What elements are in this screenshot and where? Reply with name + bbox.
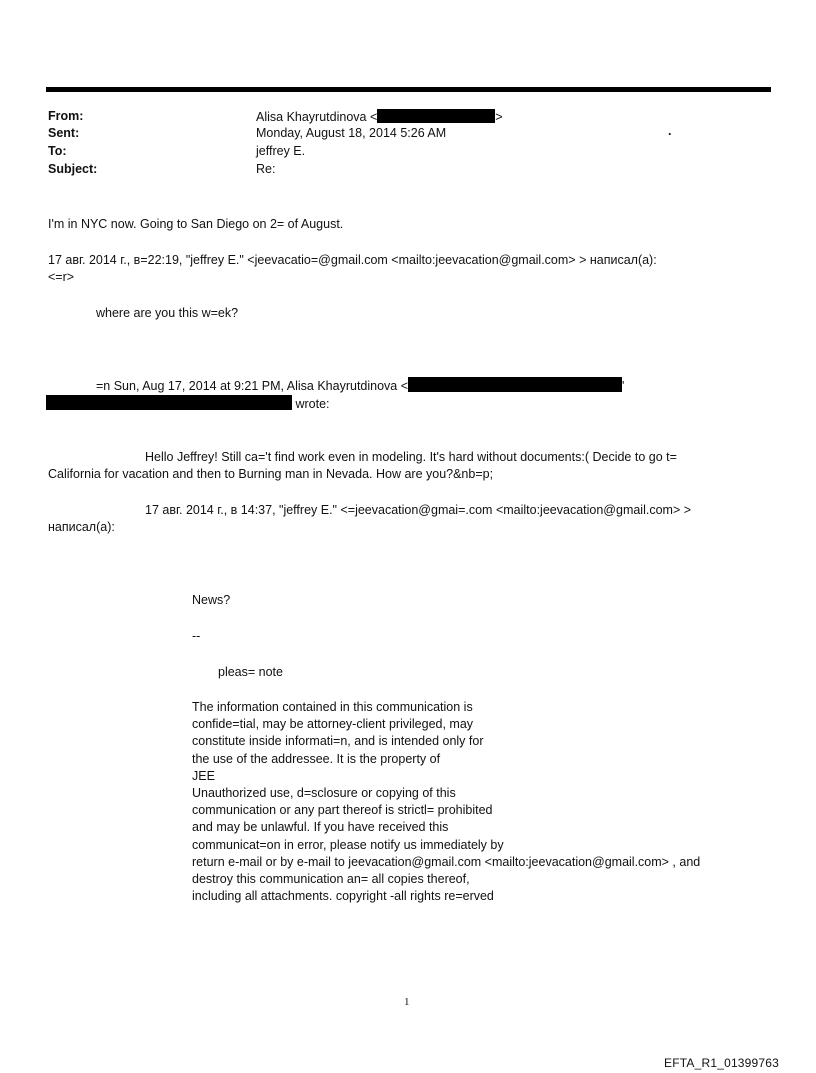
disclaimer-line: communicat=on in error, please notify us immediately by	[192, 837, 504, 852]
body-line-9: 17 авг. 2014 г., в 14:37, "jeffrey E." <=jeevacation@gmai=.com <mailto:jeevacation@gmail.com> >	[145, 503, 692, 517]
body-line-12: --	[192, 629, 201, 643]
to-label: To:	[48, 144, 67, 158]
wrote-label: wrote:	[295, 397, 330, 411]
redaction-box	[46, 395, 292, 410]
from-sender: Alisa Khayrutdinova <	[256, 110, 378, 124]
body-line-10: написал(а):	[48, 520, 115, 534]
disclaimer-line: The information contained in this communication is	[192, 700, 473, 714]
body-line-11: News?	[192, 593, 231, 607]
redaction-box	[408, 377, 625, 393]
disclaimer-line: JEE	[192, 768, 215, 783]
disclaimer-line: communication or any part thereof is strictl= prohibited	[192, 803, 493, 818]
body-line-6	[46, 395, 330, 413]
body-line-2: 17 авг. 2014 г., в=22:19, "jeffrey E." <jeevacatio=@gmail.com <mailto:jeevacation@gmail.com> > написал(а):	[48, 253, 657, 267]
sent-row	[48, 126, 768, 144]
body-line-3: <=r>	[48, 270, 75, 284]
body-line-1: I'm in NYC now. Going to San Diego on 2= of August.	[48, 217, 344, 231]
body-line-13: pleas= note	[218, 665, 283, 679]
quoted-header-end: '	[622, 379, 625, 393]
sent-value: Monday, August 18, 2014 5:26 AM	[256, 126, 447, 140]
disclaimer-line: Unauthorized use, d=sclosure or copying of this	[192, 786, 456, 801]
disclaimer-line: and may be unlawful. If you have received this	[192, 820, 449, 835]
to-value: jeffrey E.	[256, 144, 306, 158]
subject-label: Subject:	[48, 162, 98, 176]
redaction-box	[377, 109, 495, 123]
page-number: 1	[404, 996, 410, 1008]
subject-value: Re:	[256, 162, 276, 176]
to-row	[48, 144, 768, 162]
stray-mark: .	[668, 124, 672, 138]
from-value	[256, 109, 503, 124]
body-line-5	[96, 377, 624, 395]
body-line-4: where are you this w=ek?	[96, 306, 239, 320]
from-row	[48, 109, 768, 127]
disclaimer-line: destroy this communication an= all copies thereof,	[192, 872, 470, 887]
body-line-7: Hello Jeffrey! Still ca='t find work even in modeling. It's hard without documents:( Decide to go t=	[145, 450, 677, 464]
disclaimer-line: return e-mail or by e-mail to jeevacation@gmail.com <mailto:jeevacation@gmail.com> , and	[192, 854, 701, 869]
from-label: From:	[48, 109, 84, 123]
disclaimer-line: constitute inside informati=n, and is intended only for	[192, 734, 484, 749]
disclaimer-line: the use of the addressee. It is the property of	[192, 751, 441, 766]
quoted-header: =n Sun, Aug 17, 2014 at 9:21 PM, Alisa Khayrutdinova <	[96, 379, 409, 393]
body-line-8: California for vacation and then to Burning man in Nevada. How are you?&nb=p;	[48, 467, 494, 481]
disclaimer-block	[192, 699, 700, 905]
document-id: EFTA_R1_01399763	[664, 1056, 780, 1070]
disclaimer-line: including all attachments. copyright -all rights re=erved	[192, 889, 494, 904]
header-rule	[46, 87, 771, 92]
sent-label: Sent:	[48, 126, 80, 140]
disclaimer-line: confide=tial, may be attorney-client privileged, may	[192, 717, 474, 732]
from-sender-end: >	[495, 110, 503, 124]
subject-row	[48, 162, 768, 180]
